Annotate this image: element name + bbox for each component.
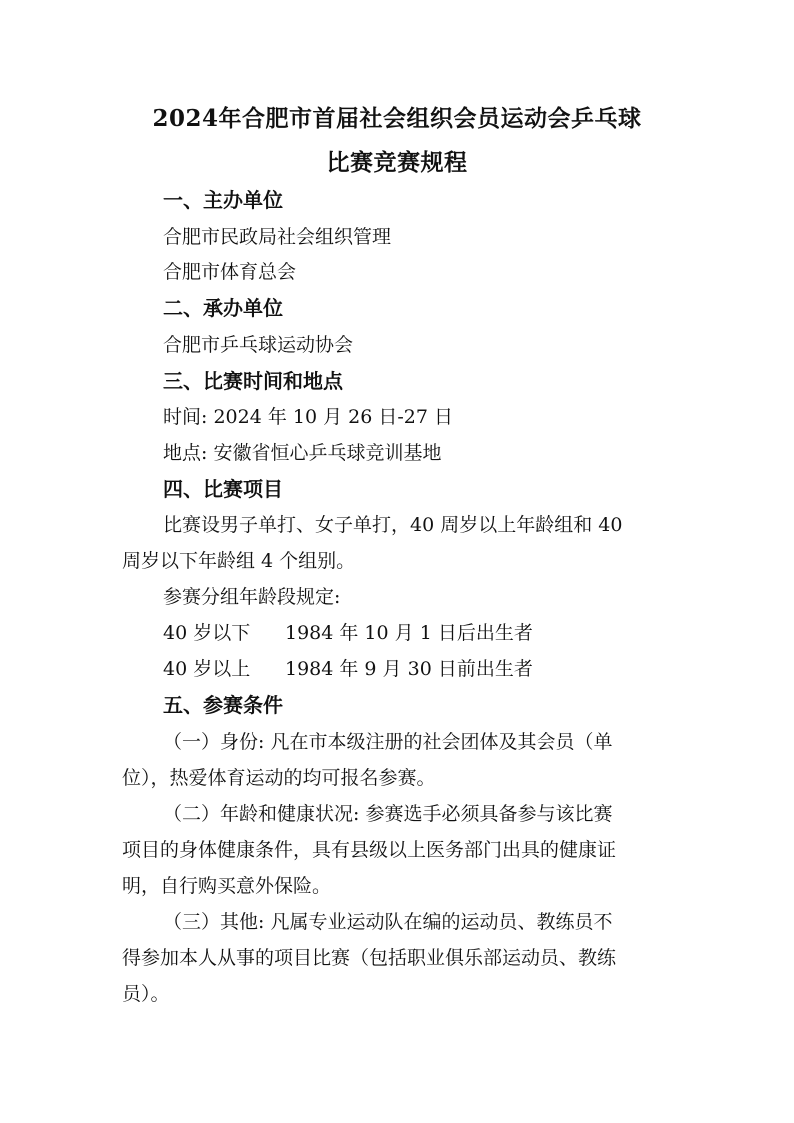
- section-heading-time-place: 三、比赛时间和地点: [163, 369, 343, 393]
- organizer-item: 合肥市体育总会: [163, 261, 297, 283]
- section-heading-events: 四、比赛项目: [163, 477, 283, 501]
- document-title-line1: 2024年合肥市首届社会组织会员运动会乒乓球: [152, 105, 642, 132]
- age-rule-title: 参赛分组年龄段规定:: [163, 586, 341, 608]
- age-group-desc: 1984 年 9 月 30 日前出生者: [285, 658, 533, 680]
- events-paragraph-line: 周岁以下年龄组 4 个组别。: [122, 550, 356, 572]
- eligibility-paragraph-line: 得参加本人从事的项目比赛（包括职业俱乐部运动员、教练: [122, 947, 617, 969]
- events-paragraph-line: 比赛设男子单打、女子单打，40 周岁以上年龄组和 40: [163, 514, 623, 536]
- eligibility-paragraph-line: 位），热爱体育运动的均可报名参赛。: [122, 767, 436, 789]
- age-group-label: 40 岁以下: [163, 622, 251, 644]
- eligibility-paragraph-line: （二）年龄和健康状况: 参赛选手必须具备参与该比赛: [163, 803, 613, 825]
- age-group-row: [163, 657, 533, 681]
- age-group-row: [163, 621, 533, 645]
- age-group-desc: 1984 年 10 月 1 日后出生者: [285, 622, 533, 644]
- eligibility-paragraph-line: （一）身份: 凡在市本级注册的社会团体及其会员（单: [163, 731, 613, 753]
- host-item: 合肥市乒乓球运动协会: [163, 334, 354, 356]
- eligibility-paragraph-line: 员）。: [122, 983, 170, 1005]
- document-title-line2: 比赛竞赛规程: [326, 149, 468, 176]
- eligibility-paragraph-line: （三）其他: 凡属专业运动队在编的运动员、教练员不: [163, 911, 613, 933]
- eligibility-paragraph-line: 明，自行购买意外保险。: [122, 875, 332, 897]
- section-heading-eligibility: 五、参赛条件: [163, 693, 283, 717]
- event-location: 地点: 安徽省恒心乒乓球竞训基地: [163, 442, 442, 464]
- age-group-label: 40 岁以上: [163, 658, 251, 680]
- event-time: 时间: 2024 年 10 月 26 日-27 日: [163, 406, 453, 428]
- section-heading-organizer: 一、主办单位: [163, 188, 283, 212]
- eligibility-paragraph-line: 项目的身体健康条件，具有县级以上医务部门出具的健康证: [122, 839, 617, 861]
- organizer-item: 合肥市民政局社会组织管理: [163, 226, 392, 248]
- section-heading-host: 二、承办单位: [163, 296, 283, 320]
